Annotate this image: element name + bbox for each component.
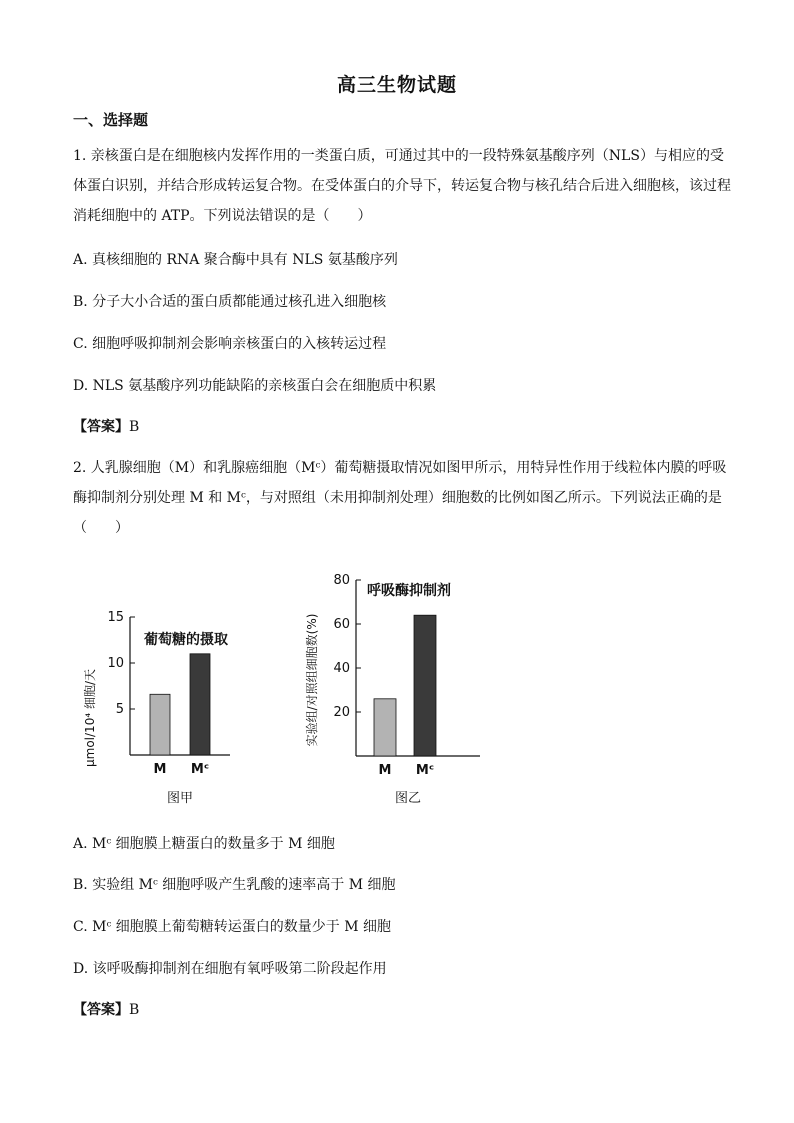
- chart-caption: 图甲: [166, 791, 194, 806]
- y-axis-label: 实验组/对照组细胞数(%): [305, 613, 319, 747]
- question-1-option-d: D. NLS 氨基酸序列功能缺陷的亲核蛋白会在细胞质中积累: [73, 378, 437, 394]
- x-tick-label: Mᶜ: [415, 763, 435, 778]
- x-tick-label: Mᶜ: [190, 762, 210, 777]
- bar-m: [150, 694, 170, 755]
- question-2-stem: 2. 人乳腺细胞（M）和乳腺癌细胞（Mᶜ）葡萄糖摄取情况如图甲所示，用特异性作用于线粒体内膜的呼吸酶抑制剂分别处理 M 和 Mᶜ，与对照组（未用抑制剂处理）细胞数的比例如图乙所示。下列说法正确的是（ ）: [73, 460, 727, 536]
- question-2-option-a: A. Mᶜ 细胞膜上糖蛋白的数量多于 M 细胞: [73, 836, 335, 852]
- section-heading: 一、选择题: [73, 111, 149, 129]
- chart-respiratory-inhibitor: [300, 570, 510, 810]
- bar-mc: [190, 654, 210, 755]
- answer-value: B: [129, 1002, 140, 1018]
- question-1-stem: 1. 亲核蛋白是在细胞核内发挥作用的一类蛋白质，可通过其中的一段特殊氨基酸序列（NLS）与相应的受体蛋白识别，并结合形成转运复合物。在受体蛋白的介导下，转运复合物与核孔结合后进入细胞核，该过程消耗细胞中的 ATP。下列说法错误的是（ ）: [73, 148, 731, 224]
- question-2-option-d: D. 该呼吸酶抑制剂在细胞有氧呼吸第二阶段起作用: [73, 961, 387, 977]
- y-tick-label: 5: [115, 702, 124, 717]
- chart-title: 呼吸酶抑制剂: [367, 583, 451, 599]
- x-tick-label: M: [153, 762, 167, 777]
- y-tick-label: 15: [107, 610, 124, 625]
- answer-label: 【答案】: [73, 419, 129, 435]
- bar-mc: [414, 615, 436, 756]
- question-1-answer: [73, 416, 139, 436]
- chart-glucose-uptake: [70, 600, 280, 810]
- chart-caption: 图乙: [394, 791, 422, 806]
- question-2-answer: [73, 999, 139, 1019]
- question-1-option-b: B. 分子大小合适的蛋白质都能通过核孔进入细胞核: [73, 294, 387, 310]
- chart-title: 葡萄糖的摄取: [144, 632, 228, 648]
- y-tick-label: 10: [107, 656, 124, 671]
- question-2-option-b: B. 实验组 Mᶜ 细胞呼吸产生乳酸的速率高于 M 细胞: [73, 877, 396, 893]
- y-tick-label: 80: [333, 573, 350, 588]
- answer-value: B: [129, 419, 140, 435]
- question-1-option-c: C. 细胞呼吸抑制剂会影响亲核蛋白的入核转运过程: [73, 336, 387, 352]
- x-tick-label: M: [378, 763, 392, 778]
- y-tick-label: 60: [333, 617, 350, 632]
- y-tick-label: 20: [333, 705, 350, 720]
- page-title: 高三生物试题: [336, 74, 457, 96]
- answer-label: 【答案】: [73, 1002, 129, 1018]
- y-tick-label: 40: [333, 661, 350, 676]
- question-1-option-a: A. 真核细胞的 RNA 聚合酶中具有 NLS 氨基酸序列: [73, 252, 398, 268]
- y-axis-label: μmol/10⁴ 细胞/天: [83, 669, 97, 767]
- question-2-option-c: C. Mᶜ 细胞膜上葡萄糖转运蛋白的数量少于 M 细胞: [73, 919, 391, 935]
- bar-m: [374, 699, 396, 756]
